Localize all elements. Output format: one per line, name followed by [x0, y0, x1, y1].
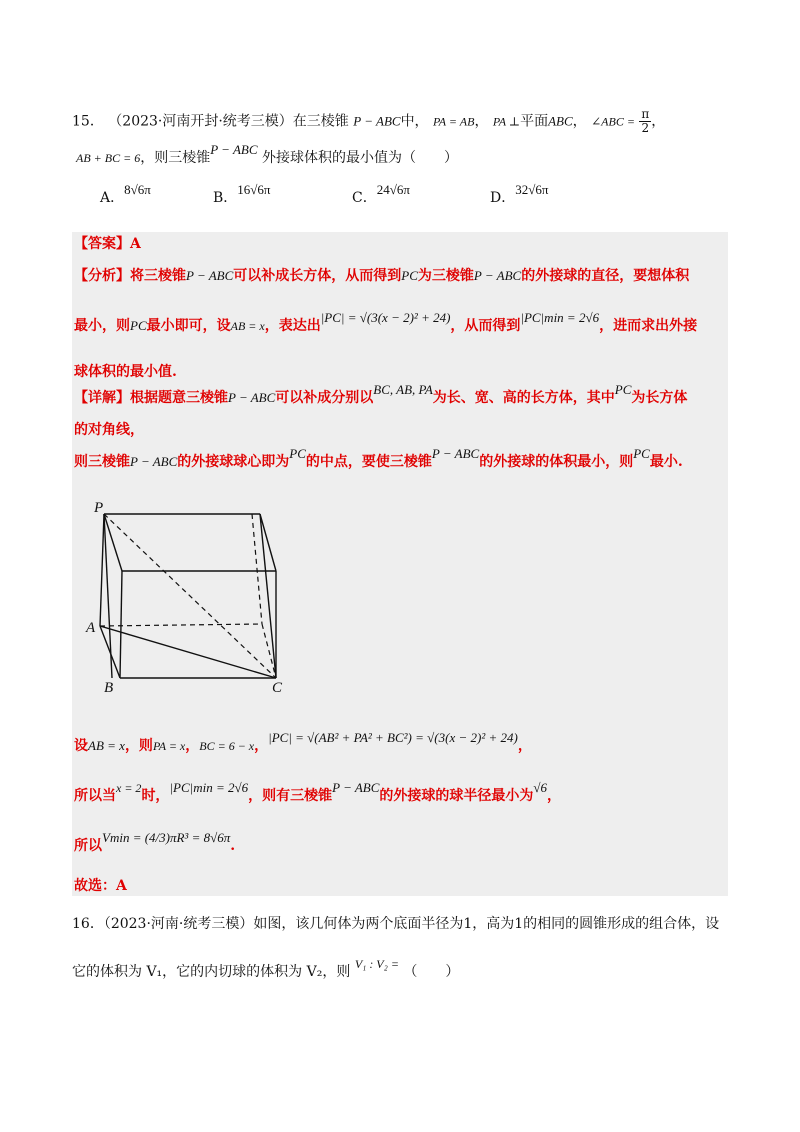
- label-p: P: [94, 500, 104, 516]
- option-a[interactable]: [100, 182, 151, 208]
- d1-t2: 可以补成分别以: [275, 390, 374, 406]
- q15-expr-pabc: P − ABC: [353, 113, 401, 129]
- d1-e1: P − ABC: [228, 390, 276, 405]
- s3-t1: 所以: [74, 838, 102, 854]
- q15-source: （2023·河南开封·统考三模）在三棱锥: [108, 113, 349, 130]
- s2-t2: 时，: [141, 788, 170, 804]
- a2-e1: PC: [130, 318, 147, 333]
- s1-e4: |PC| = √(AB² + PA² + BC²) = √(3(x − 2)² + 24): [268, 730, 518, 745]
- option-c[interactable]: [352, 182, 410, 208]
- s1-e1: AB = x: [88, 738, 125, 753]
- q15-line2: [76, 142, 458, 168]
- analysis-line1: [74, 266, 689, 286]
- q15-angle-frac: [639, 108, 651, 135]
- q15-line2-expr: AB + BC = 6: [76, 151, 141, 165]
- dashed-back-top: [252, 514, 262, 624]
- q16-ratio: V₁ : V₂ =: [354, 957, 399, 971]
- d3-e2: PC: [289, 446, 306, 461]
- q16-line1-text: （2023·河南·统考三模）如图，该几何体为两个底面半径为1，高为1的相同的圆锥形成的组合体，设: [103, 916, 720, 932]
- q15-plane: 平面: [520, 113, 549, 130]
- final-answer: 故选：A: [74, 878, 127, 894]
- a1-e3: P − ABC: [473, 268, 522, 283]
- option-b-value: 16√6π: [237, 182, 271, 197]
- q15-comma2: ，: [572, 113, 587, 130]
- q15-zhong: 中，: [400, 113, 429, 130]
- a1-t3: 为三棱锥: [417, 268, 474, 284]
- s2-t4: 的外接球的球半径最小为: [379, 788, 534, 804]
- option-b[interactable]: [213, 182, 271, 208]
- analysis-line2: [74, 310, 698, 336]
- a2-t5: ，进而求出外接: [599, 318, 698, 334]
- a2-t4: ，从而得到: [450, 318, 521, 334]
- option-b-label: B．: [213, 190, 238, 206]
- option-d-label: D．: [490, 190, 516, 206]
- s2-e3: P − ABC: [332, 780, 380, 795]
- a1-e1: P − ABC: [186, 268, 234, 283]
- q16-number: 16．: [72, 916, 104, 932]
- s2-e4: √6: [533, 780, 548, 795]
- option-c-value: 24√6π: [376, 182, 410, 197]
- q15-line2-pabc: P − ABC: [210, 142, 258, 157]
- d1-t4: 为长方体: [631, 390, 688, 406]
- q16-line2: [72, 957, 460, 982]
- detail-line3: [74, 446, 683, 472]
- detail-tag: 【详解】: [74, 390, 130, 406]
- d3-t2: 的外接球球心即为: [177, 454, 290, 470]
- label-b: B: [104, 680, 114, 696]
- d3-t5: 最小.: [649, 454, 683, 470]
- q15-angle-den: 2: [641, 121, 650, 135]
- a1-t2: 可以补成长方体，从而得到: [233, 268, 402, 284]
- edge-p-a: [100, 514, 104, 626]
- a2-e4: |PC|min = 2√6: [520, 310, 600, 325]
- solution-line2: [74, 780, 562, 806]
- solution-line1: [74, 730, 532, 756]
- q15-angle-num: π: [641, 107, 650, 121]
- option-d-value: 32√6π: [515, 182, 549, 197]
- q15-abc: ABC: [548, 113, 573, 129]
- detail-line1: [74, 382, 688, 408]
- cuboid-figure: [82, 496, 292, 696]
- edge-front-left: [120, 571, 122, 678]
- a2-t1: 最小，则: [74, 318, 130, 334]
- a2-e3: |PC| = √(3(x − 2)² + 24): [320, 310, 451, 325]
- s2-t5: ，: [547, 788, 562, 804]
- q15-cond2: PA ⊥: [492, 114, 521, 129]
- label-c: C: [272, 680, 283, 696]
- q15-line2-text: ，则三棱锥: [140, 150, 211, 166]
- option-d[interactable]: [490, 182, 549, 208]
- answer-tag: 【答案】A: [74, 236, 141, 252]
- solution-line3: [74, 830, 236, 856]
- s2-e1: x = 2: [116, 781, 142, 795]
- edge-p-b: [104, 514, 112, 678]
- d3-e1: P − ABC: [130, 454, 178, 469]
- d3-t4: 的外接球的体积最小，则: [479, 454, 634, 470]
- q15-line1: [72, 108, 665, 135]
- d3-t1: 则三棱锥: [74, 454, 130, 470]
- option-a-label: A．: [100, 190, 125, 206]
- a1-t1: 将三棱锥: [130, 268, 186, 284]
- dashed-a-back: [100, 624, 262, 626]
- a2-e2: AB = x: [230, 319, 265, 333]
- a1-e2: PC: [401, 268, 418, 283]
- diagonal-pc: [104, 514, 276, 678]
- s1-t4: ，: [254, 738, 269, 754]
- q16-tail: （ ）: [403, 964, 460, 980]
- analysis-tag: 【分析】: [74, 268, 130, 284]
- s1-e2: PA = x: [152, 739, 186, 753]
- d1-e3: PC: [614, 382, 632, 397]
- option-a-value: 8√6π: [124, 182, 151, 197]
- q16-line2-text: 它的体积为 V₁，它的内切球的体积为 V₂，则: [72, 964, 351, 980]
- d1-t1: 根据题意三棱锥: [130, 390, 228, 406]
- s2-t1: 所以当: [74, 788, 116, 804]
- d1-t3: 为长、宽、高的长方体，其中: [432, 390, 615, 406]
- s1-t2: ，则: [124, 738, 153, 754]
- q15-cond1: PA = AB: [433, 114, 475, 129]
- q15-line2-tail: 外接球体积的最小值为（ ）: [261, 150, 458, 166]
- s3-e1: Vmin = (4/3)πR³ = 8√6π: [102, 830, 231, 845]
- d3-e4: PC: [633, 446, 650, 461]
- s1-e3: BC = 6 − x: [199, 739, 255, 753]
- s1-t1: 设: [74, 738, 88, 754]
- s1-t5: ，: [517, 738, 532, 754]
- q15-angle: ∠ABC =: [591, 114, 635, 129]
- analysis-line3: 球体积的最小值.: [74, 364, 177, 380]
- d3-t3: 的中点，要使三棱锥: [305, 454, 432, 470]
- q15-comma1: ，: [474, 113, 489, 130]
- s2-e2: |PC|min = 2√6: [169, 780, 249, 795]
- label-a: A: [86, 620, 96, 636]
- s2-t3: ，则有三棱锥: [248, 788, 333, 804]
- q15-comma3: ，: [651, 113, 666, 130]
- d1-e2: BC, AB, PA: [373, 382, 433, 397]
- q16-line1: [72, 914, 719, 934]
- s3-t2: .: [230, 838, 236, 854]
- a2-t2: 最小即可，设: [146, 318, 231, 334]
- q15-number: 15．: [72, 113, 104, 130]
- edge-top-back-right: [260, 514, 276, 678]
- a1-t4: 的外接球的直径，要想体积: [521, 268, 690, 284]
- detail-line2: 的对角线，: [74, 422, 144, 438]
- a2-t3: ，表达出: [264, 318, 321, 334]
- option-c-label: C．: [352, 190, 377, 206]
- d3-e3: P − ABC: [431, 446, 480, 461]
- s1-t3: ，: [185, 738, 200, 754]
